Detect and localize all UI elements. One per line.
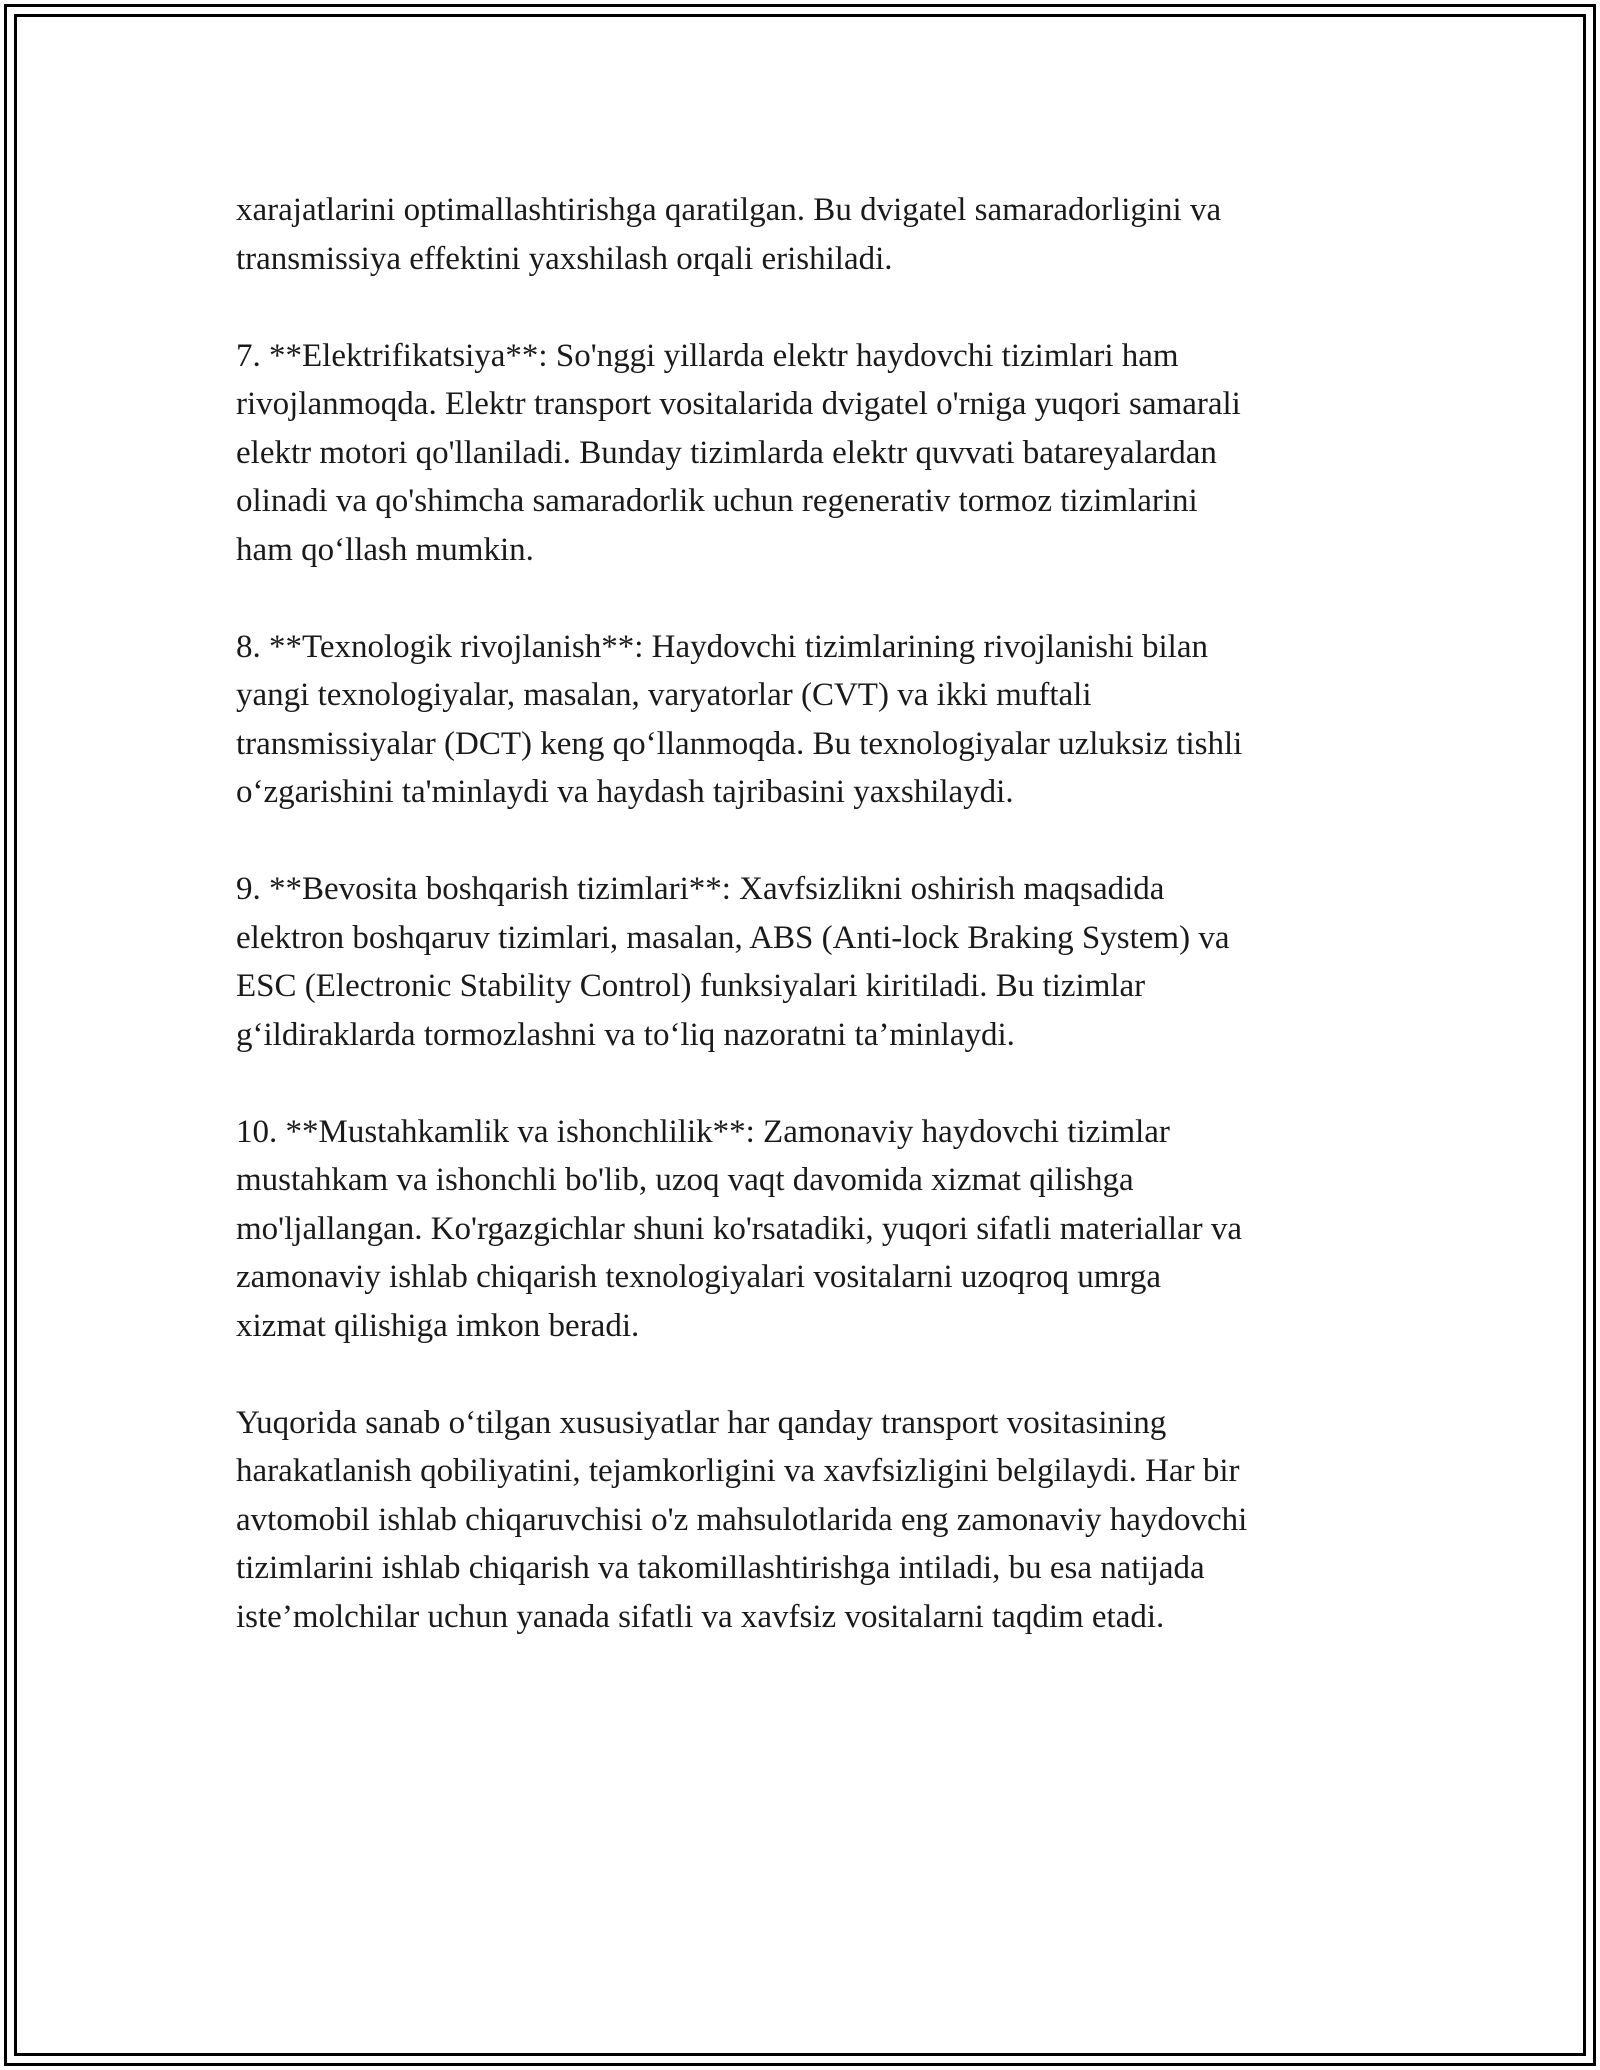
paragraph-technological-development: 8. **Texnologik rivojlanish**: Haydovchi tizimlarining rivojlanishi bilan yangi texnologiyalar, masalan, varyatorlar (CVT) va ikki muftali transmissiyalar (DCT) keng qo‘llanmoqda. Bu texnologiyalar uzluksiz tishli o‘zgarishini ta'minlaydi va haydash tajribasini yaxshilaydi. [236,628,1243,810]
paragraph-durability-reliability: 10. **Mustahkamlik va ishonchlilik**: Zamonaviy haydovchi tizimlar mustahkam va ishonchli bo'lib, uzoq vaqt davomida xizmat qilishga mo'ljallangan. Ko'rgazgichlar shuni ko'rsatadiki, yuqori sifatli materiallar va zamonaviy ishlab chiqarish texnologiyalari vositalarni uzoqroq umrga xizmat qilishiga imkon beradi. [236,1113,1243,1344]
paragraph-continuation: xarajatlarini optimallashtirishga qaratilgan. Bu dvigatel samaradorligini va transmissiya effektini yaxshilash orqali erishiladi. [236,192,1222,277]
document-body [236,186,1366,1641]
paragraph-electrification: 7. **Elektrifikatsiya**: So'nggi yillarda elektr haydovchi tizimlari ham rivojlanmoqda. Elektr transport vositalarida dvigatel o'rniga yuqori samarali elektr motori qo'llaniladi. Bunday tizimlarda elektr quvvati batareyalardan olinadi va qo'shimcha samaradorlik uchun regenerativ tormoz tizimlarini ham qo‘llash mumkin. [236,337,1241,568]
paragraph-direct-control-systems: 9. **Bevosita boshqarish tizimlari**: Xavfsizlikni oshirish maqsadida elektron boshqaruv tizimlari, masalan, ABS (Anti-lock Braking System) va ESC (Electronic Stability Control) funksiyalari kiritiladi. Bu tizimlar g‘ildiraklarda tormozlashni va to‘liq nazoratni ta’minlaydi. [236,871,1230,1053]
paragraph-conclusion: Yuqorida sanab o‘tilgan xususiyatlar har qanday transport vositasining harakatlanish qobiliyatini, tejamkorligini va xavfsizligini belgilaydi. Har bir avtomobil ishlab chiqaruvchisi o'z mahsulotlarida eng zamonaviy haydovchi tizimlarini ishlab chiqarish va takomillashtirishga intiladi, bu esa natijada iste’molchilar uchun yanada sifatli va xavfsiz vositalarni taqdim etadi. [236,1404,1248,1635]
